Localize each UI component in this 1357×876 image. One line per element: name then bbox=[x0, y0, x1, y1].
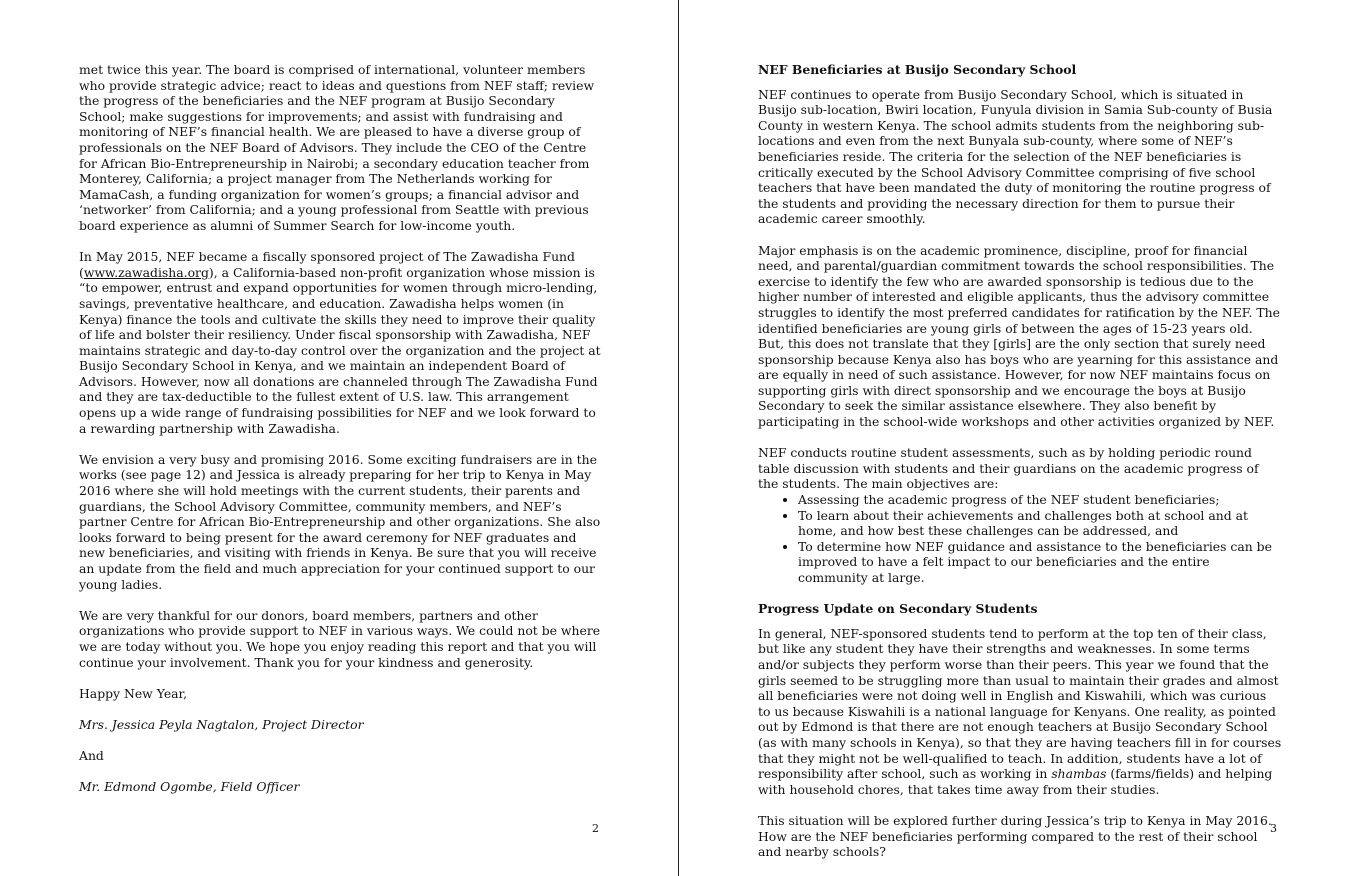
shambas-term: shambas bbox=[1051, 766, 1107, 782]
objectives-list bbox=[758, 492, 1282, 586]
board-paragraph: met twice this year. The board is comprised of international, volunteer members who provide strategic advice; react to ideas and questions from NEF staff; review the progress of the beneficiaries and the NEF program at Busijo Secondary School; make suggestions for improvements; and assist with fundraising and monitoring of NEF’s financial health. We are pleased to have a diverse group of professionals on the NEF Board of Advisors. They include the CEO of the Centre for African Bio-Entrepreneurship in Nairobi; a secondary education teacher from Monterey, California; a project manager from The Netherlands working for MamaCash, a funding organization for women’s groups; a financial advisor and ‘networker’ from California; and a young professional from Seattle with previous board experience as alumni of Summer Search for low-income youth. bbox=[79, 62, 595, 233]
progress-text-start: In general, NEF-sponsored students tend to perform at the top ten of their class, but like any student they have their strengths and weaknesses. In some terms and/or subjects they perform worse than their peers. This year we found that the girls seemed to be struggling more than usual to maintain their grades and almost all beneficiaries were not doing well in English and Kiswahili, which was curious to us because Kiswahili is a national language for Kenyans. One reality, as pointed out by Edmond is that there are not enough teachers at Busijo Secondary School (as with many schools in Kenya), so that they are having teachers fill in for courses that they might not be well-qualified to teach. In addition, students have a lot of responsibility after school, such as working in bbox=[758, 625, 1282, 782]
signature-project-director: Mrs. Jessica Peyla Nagtalon, Project Director bbox=[79, 716, 364, 732]
situation-paragraph: This situation will be explored further during Jessica’s trip to Kenya in May 2016. How are the NEF beneficiaries performing compared to the rest of their school and nearby schools? bbox=[758, 812, 1272, 860]
right-page bbox=[680, 0, 1357, 876]
thanks-paragraph: We are very thankful for our donors, board members, partners and other organizations who provide support to NEF in various ways. We could not be where we are today without you. We hope you enjoy reading this report and that you will continue your involvement. Thank you for your kindness and generosity. bbox=[79, 607, 601, 670]
zawadisha-text-end: ), a California-based non-profit organization whose mission is “to empower, entrust and expand opportunities for women through micro-lending, savings, preventative healthcare, and education. Zawadisha helps women (in Kenya) finance the tools and cultivate the skills they need to improve their quality of life and bolster their resiliency. Under fiscal sponsorship with Zawadisha, NEF maintains strategic and day-to-day control over the organization and the project at Busijo Secondary School in Kenya, and we maintain an independent Board of Advisors. However, now all donations are channeled through The Zawadisha Fund and they are tax-deductible to the fullest extent of U.S. law. This arrangement opens up a wide range of fundraising possibilities for NEF and we look forward to a rewarding partnership with Zawadisha. bbox=[79, 264, 601, 436]
signature-conjunction: And bbox=[79, 748, 104, 764]
left-page-body bbox=[79, 62, 601, 811]
plans-2016-paragraph: We envision a very busy and promising 2016. Some exciting fundraisers are in the works (see page 12) and Jessica is already preparing for her trip to Kenya in May 2016 where she will hold meetings with the current students, their parents and guardians, the School Advisory Committee, community members, and NEF’s partner Centre for African Bio-Entrepreneurship and other organizations. She also looks forward to being present for the award ceremony for NEF graduates and new beneficiaries, and visiting with friends in Kenya. Be sure that you will receive an update from the field and much appreciation for your continued support to our young ladies. bbox=[79, 451, 601, 592]
left-page bbox=[0, 0, 678, 876]
progress-text-end: (farms/fields) and helping with household chores, that takes time away from their studies. bbox=[758, 766, 1273, 797]
objective-item: • To determine how NEF guidance and assistance to the beneficiaries can be improved to have a felt impact to our beneficiaries and the entire community at large. bbox=[798, 539, 1282, 586]
school-location-paragraph: NEF continues to operate from Busijo Secondary School, which is situated in Busijo sub-location, Bwiri location, Funyula division in Samia Sub-county of Busia County in western Kenya. The school admits students from the neighboring sub-locations and even from the next Bunyala sub-county, where some of NEF’s beneficiaries reside. The criteria for the selection of the NEF beneficiaries is critically executed by the School Advisory Committee comprising of five school teachers that have been mandated the duty of monitoring the routine progress of the students and providing the necessary direction for them to pursue their academic career smoothly. bbox=[758, 86, 1273, 227]
objective-item: • To learn about their achievements and challenges both at school and at home, and how best these challenges can be addressed, and bbox=[798, 508, 1282, 539]
progress-paragraph bbox=[758, 626, 1282, 798]
objective-item: • Assessing the academic progress of the NEF student beneficiaries; bbox=[798, 492, 1282, 508]
page-number: 3 bbox=[1270, 822, 1277, 835]
signature-field-officer: Mr. Edmond Ogombe, Field Officer bbox=[79, 779, 300, 795]
assessments-paragraph: NEF conducts routine student assessments, such as by holding periodic round table discussion with students and their guardians on the academic progress of the students. The main objectives are: bbox=[758, 445, 1259, 492]
right-page-body bbox=[758, 62, 1282, 875]
section-heading-beneficiaries: NEF Beneficiaries at Busijo Secondary School bbox=[758, 62, 1077, 77]
selection-criteria-paragraph: Major emphasis is on the academic prominence, discipline, proof for financial need, and parental/guardian commitment towards the school responsibilities. The exercise to identify the few who are awarded sponsorship is tedious due to the higher number of interested and eligible applicants, thus the advisory committee struggles to identify the most preferred candidates for ratification by the NEF. The identified beneficiaries are young girls of between the ages of 15-23 years old. But, this does not translate that they [girls] are the only section that surely need sponsorship because Kenya also has boys who are yearning for this assistance and are equally in need of such assistance. However, for now NEF maintains focus on supporting girls with direct sponsorship and we encourage the boys at Busijo Secondary to seek the similar assistance elsewhere. They also benefit by participating in the school-wide workshops and other activities organized by NEF. bbox=[758, 242, 1280, 430]
page-number: 2 bbox=[592, 822, 599, 835]
greeting: Happy New Year, bbox=[79, 685, 188, 701]
zawadisha-paragraph bbox=[79, 249, 601, 436]
section-heading-progress: Progress Update on Secondary Students bbox=[758, 601, 1038, 617]
page-divider bbox=[678, 0, 679, 876]
zawadisha-text-start: In May 2015, NEF became a fiscally sponsored project of The Zawadisha Fund ( bbox=[79, 249, 575, 280]
zawadisha-link[interactable]: www.zawadisha.org bbox=[83, 264, 209, 280]
